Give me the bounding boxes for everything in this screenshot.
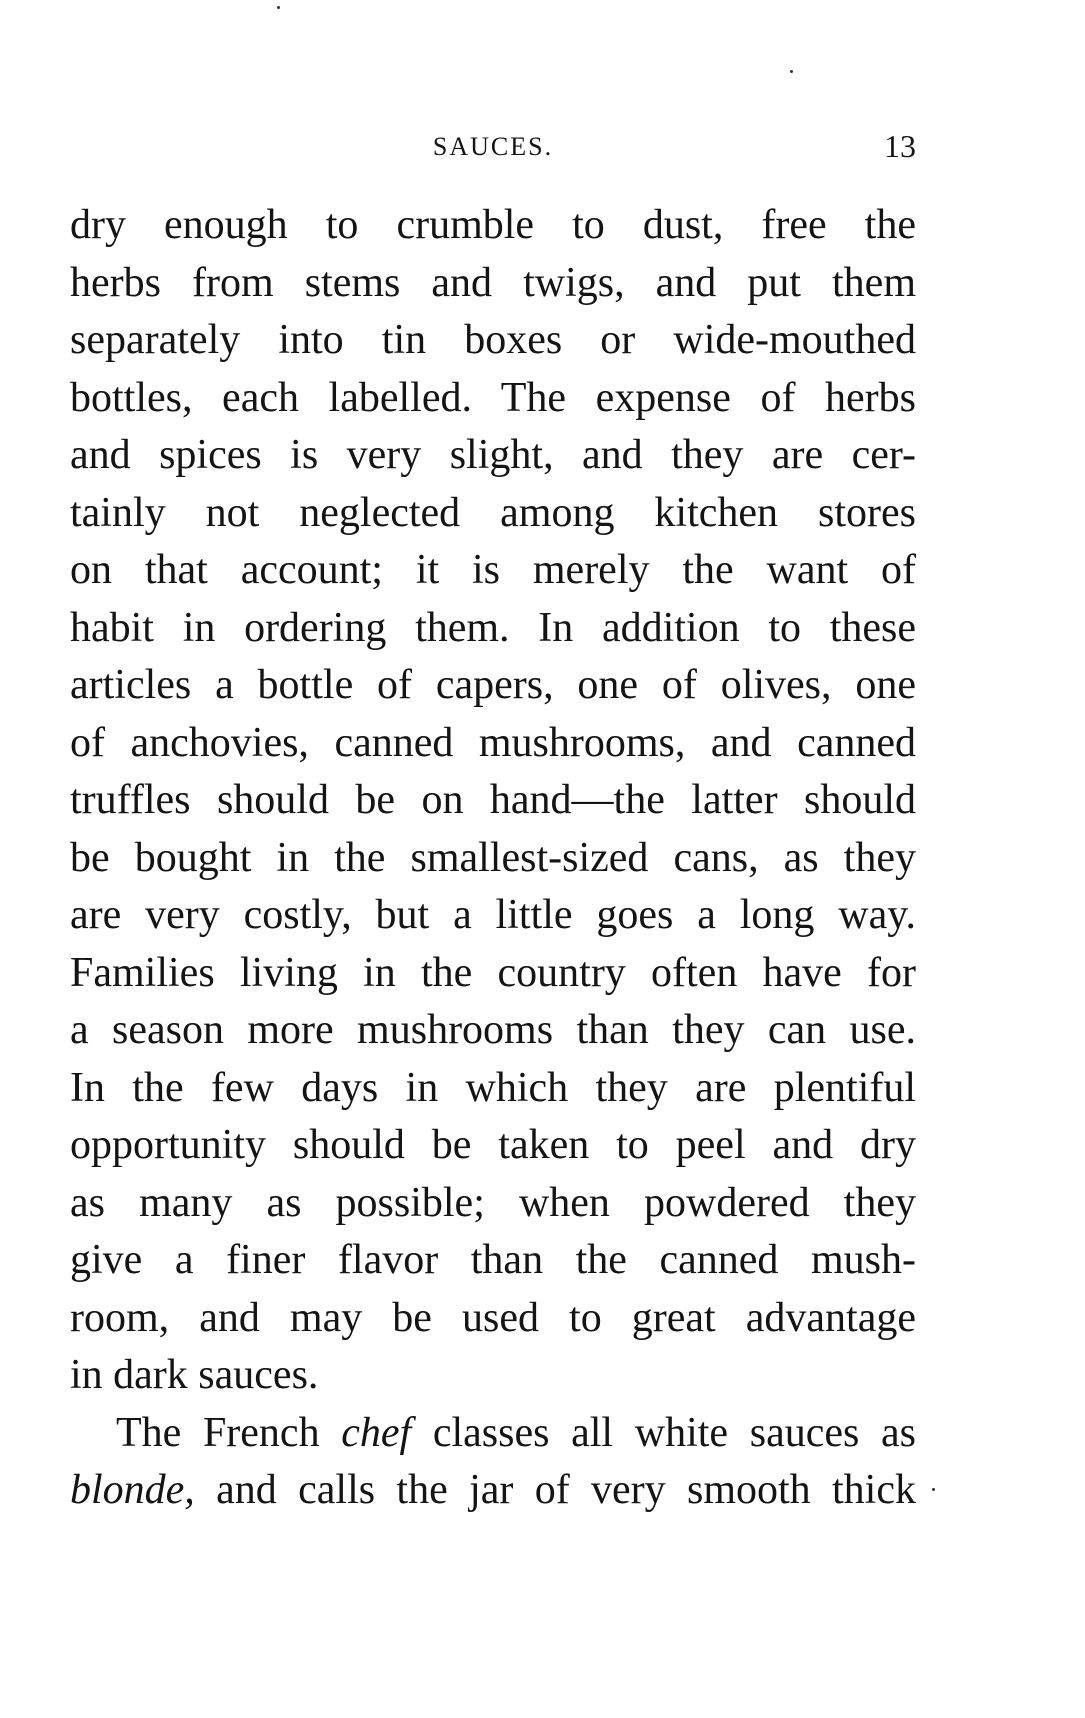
text-line: articles a bottle of capers, one of olives, one xyxy=(70,662,916,708)
paragraph-two-line-1 xyxy=(70,1405,916,1463)
print-speck xyxy=(277,6,280,9)
text-line: separately into tin boxes or wide-mouthed xyxy=(70,317,916,363)
text-line: in dark sauces. xyxy=(70,1352,319,1398)
running-head: SAUCES. xyxy=(432,132,554,161)
text-line: bottles, each labelled. The expense of herbs xyxy=(70,374,916,421)
text-line: be bought in the smallest-sized cans, as they xyxy=(70,834,916,881)
text-line: habit in ordering them. In addition to these xyxy=(70,604,916,651)
paragraph-two-line-2 xyxy=(70,1462,916,1520)
text-line: give a finer flavor than the canned mush- xyxy=(70,1237,916,1283)
print-speck xyxy=(790,70,793,73)
page-header xyxy=(70,128,916,168)
body-text xyxy=(70,197,916,1520)
italic-term-blonde: blonde, xyxy=(70,1467,195,1513)
text-line: dry enough to crumble to dust, free the xyxy=(70,202,916,248)
text-line: truffles should be on hand—the latter should xyxy=(70,777,916,823)
text-line: as many as possible; when powdered they xyxy=(70,1179,916,1226)
text-line: and spices is very slight, and they are cer- xyxy=(70,432,916,478)
italic-term-chef: chef xyxy=(341,1409,412,1456)
text-line: opportunity should be taken to peel and dry xyxy=(70,1122,916,1168)
text-run: and calls the jar of very smooth thick xyxy=(194,1467,916,1513)
text-line: In the few days in which they are plentiful xyxy=(70,1064,916,1111)
text-line: of anchovies, canned mushrooms, and canned xyxy=(70,719,916,766)
page-number: 13 xyxy=(884,128,916,164)
text-line: tainly not neglected among kitchen stores xyxy=(70,489,916,536)
print-speck xyxy=(932,1488,935,1491)
text-line: a season more mushrooms than they can use. xyxy=(70,1007,916,1053)
text-line: on that account; it is merely the want of xyxy=(70,547,916,593)
text-line: room, and may be used to great advantage xyxy=(70,1294,916,1341)
text-run: classes all white sauces as xyxy=(411,1409,916,1456)
text-line: are very costly, but a little goes a long way. xyxy=(70,892,916,938)
text-line: herbs from stems and twigs, and put them xyxy=(70,259,916,306)
text-run: The French xyxy=(116,1409,342,1456)
text-line: Families living in the country often have for xyxy=(70,949,916,996)
